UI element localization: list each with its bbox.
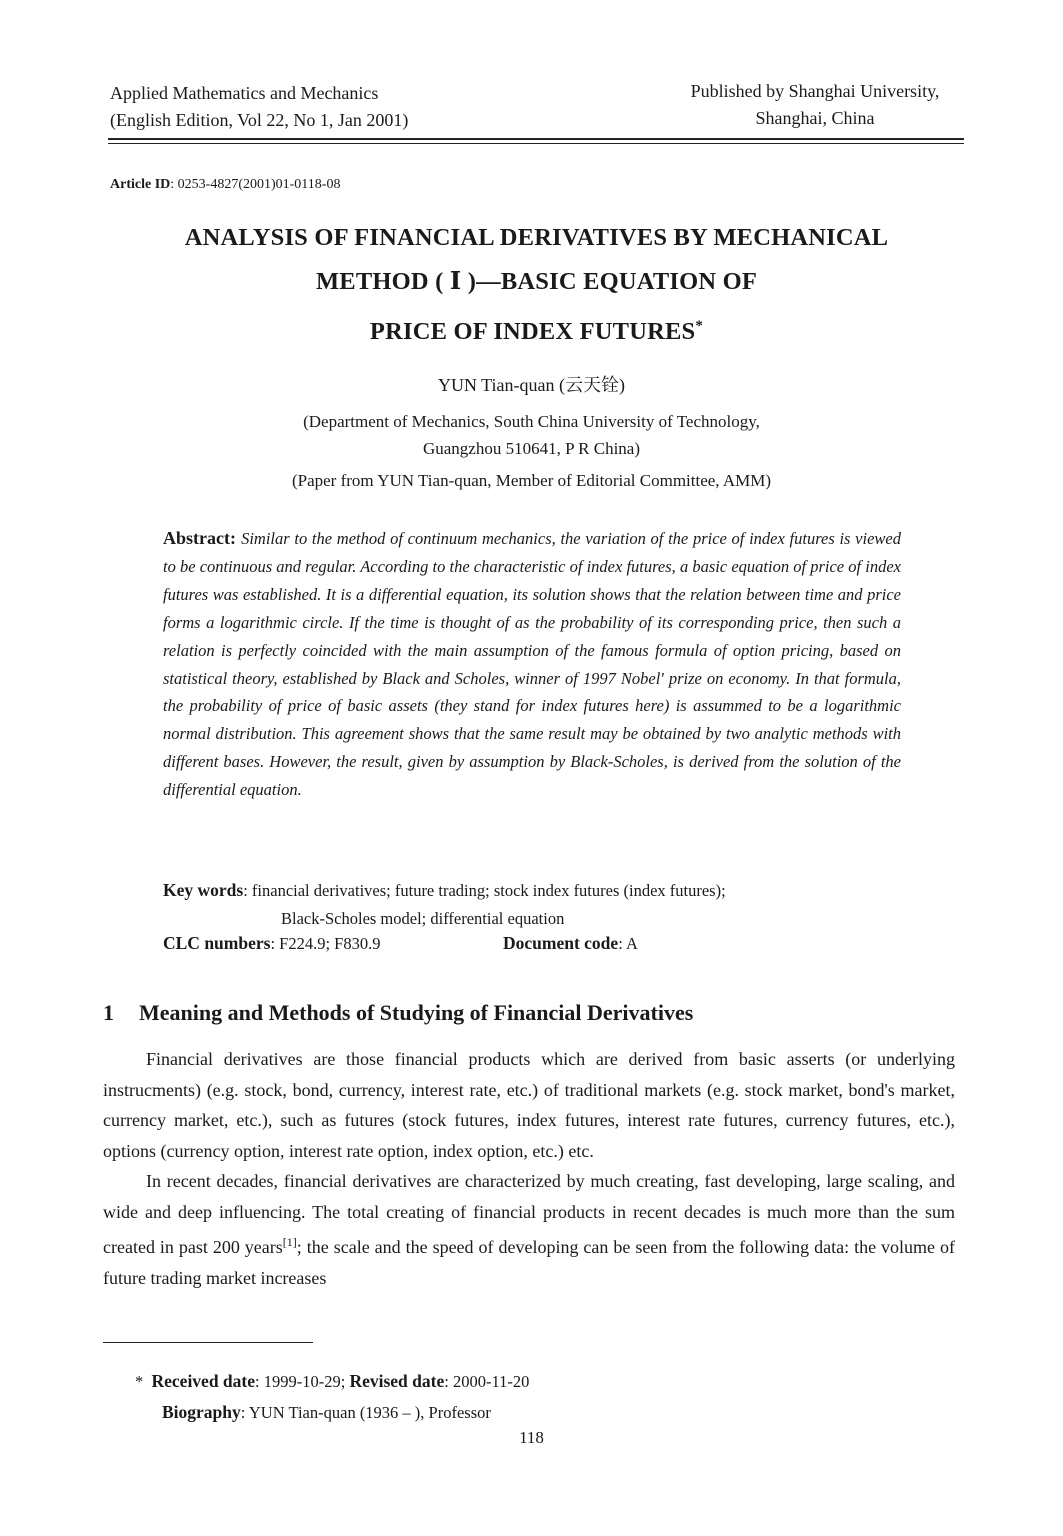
title-line-2: METHOD ( Ⅰ )—BASIC EQUATION OF [315,268,758,295]
publisher-location: Shanghai, China [755,108,875,128]
title-line-1: ANALYSIS OF FINANCIAL DERIVATIVES BY MECHANICAL [184,224,889,251]
footnote-rule [103,1342,313,1343]
abstract-text: Similar to the method of continuum mechanics, the variation of the price of index futures is viewed to be continuous and regular. According to the characteristic of index futures, a basic equation of price of index futures was established. It is a differential equation, its solution shows that the relation between time and price forms a logarithmic circle. If the time is thought of as the probability of its corresponding price, then such a relation is perfectly coincided with the main assumption of the famous formula of option pricing, based on statistical theory, established by Black and Scholes, winner of 1997 Nobel' prize on economy. In that formula, the probability of price of basic assets (they stand for index futures here) is assummed to be a logarithmic normal distribution. This agreement shows that the same result may be obtained by two analytic methods with different bases. However, the result, given by assumption by Black-Scholes, is derived from the solution of the differential equation. [163,529,901,800]
document-code: Document code: A [503,933,638,953]
article-id-label: Article ID [110,177,171,192]
section-heading [103,1000,693,1026]
footnote: * Received date: 1999-10-29; Revised date: 2000-11-20 Biography: YUN Tian-quan (1936 – ), Professor [135,1371,530,1422]
body-text [103,1044,955,1293]
received-date: 1999-10-29 [263,1372,341,1391]
abstract-label: Abstract [163,528,230,548]
publisher-header [660,78,970,132]
paragraph: In recent decades, financial derivatives are characterized by much creating, fast developing, large scaling, and wide and deep influencing. The total creating of financial products in recent decades is much more than the sum created in past 200 years[1]; the scale and the speed of developing can be seen from the following data: the volume of future trading market increases [103,1171,955,1288]
paper-title [100,216,973,354]
affiliation-line-1: (Department of Mechanics, South China University of Technology, [303,412,760,431]
section-number: 1 [103,1000,114,1025]
biography-value: YUN Tian-quan (1936 – ), Professor [248,1403,491,1422]
affiliation [0,408,1063,462]
footnote-mark: * [135,1372,144,1391]
revised-label: Revised date [349,1371,445,1391]
affiliation-line-2: Guangzhou 510641, P R China) [422,439,641,458]
journal-header [110,80,408,134]
title-footnote-mark: * [695,318,704,334]
header-rule-thin [108,143,964,144]
title-line-3: PRICE OF INDEX FUTURES* [369,318,704,346]
paper-source-note: (Paper from YUN Tian-quan, Member of Editorial Committee, AMM) [291,471,772,490]
biography-label: Biography [162,1402,241,1422]
clc-value: F224.9; F830.9 [279,934,381,953]
paragraph: Financial derivatives are those financial products which are derived from basic asserts (or underlying instrucments) (e.g. stock, bond, currency, interest rate, etc.) of traditional markets (e.g. stock market, bond's market, currency market, etc.), such as futures (stock futures, index futures, interest rate futures, currency futures, etc.), options (currency option, interest rate option, index option, etc.) etc. [103,1049,955,1161]
clc-label: CLC numbers [163,933,271,953]
author-name: YUN Tian-quan (云天铨) [438,375,625,395]
citation-ref: [1] [282,1235,297,1249]
publisher-name: Published by Shanghai University, [690,81,940,101]
document-code-value: A [626,934,638,953]
keywords-line-2: Black-Scholes model; differential equation [281,909,565,928]
revised-date: 2000-11-20 [452,1372,530,1391]
keywords-label: Key words [163,880,244,900]
journal-name: Applied Mathematics and Mechanics [110,83,379,103]
header-rule-thick [108,138,964,140]
received-label: Received date [151,1371,256,1391]
keywords-line-1: financial derivatives; future trading; stock index futures (index futures); [251,881,726,900]
journal-edition: (English Edition, Vol 22, No 1, Jan 2001) [110,110,409,130]
keywords: Key words: financial derivatives; future trading; stock index futures (index futures); Black-Scholes model; differential equation [163,876,901,933]
clc-numbers: CLC numbers: F224.9; F830.9 Document code: A [163,933,638,953]
abstract: Abstract: Similar to the method of continuum mechanics, the variation of the price of index futures is viewed to be continuous and regular. According to the characteristic of index futures, a basic equation of price of index futures was established. It is a differential equation, its solution shows that the relation between time and price forms a logarithmic circle. If the time is thought of as the probability of its corresponding price, then such a relation is perfectly coincided with the main assumption of the famous formula of option pricing, based on statistical theory, established by Black and Scholes, winner of 1997 Nobel' prize on economy. In that formula, the probability of price of basic assets (they stand for index futures here) is assummed to be a logarithmic normal distribution. This agreement shows that the same result may be obtained by two analytic methods with different bases. However, the result, given by assumption by Black-Scholes, is derived from the solution of the differential equation. [163,528,901,800]
section-title: Meaning and Methods of Studying of Financial Derivatives [139,1000,694,1025]
page-number: 118 [519,1428,544,1447]
article-id: Article ID: 0253-4827(2001)01-0118-08 [110,177,341,192]
document-code-label: Document code [503,933,619,953]
article-id-value: 0253-4827(2001)01-0118-08 [177,177,341,192]
